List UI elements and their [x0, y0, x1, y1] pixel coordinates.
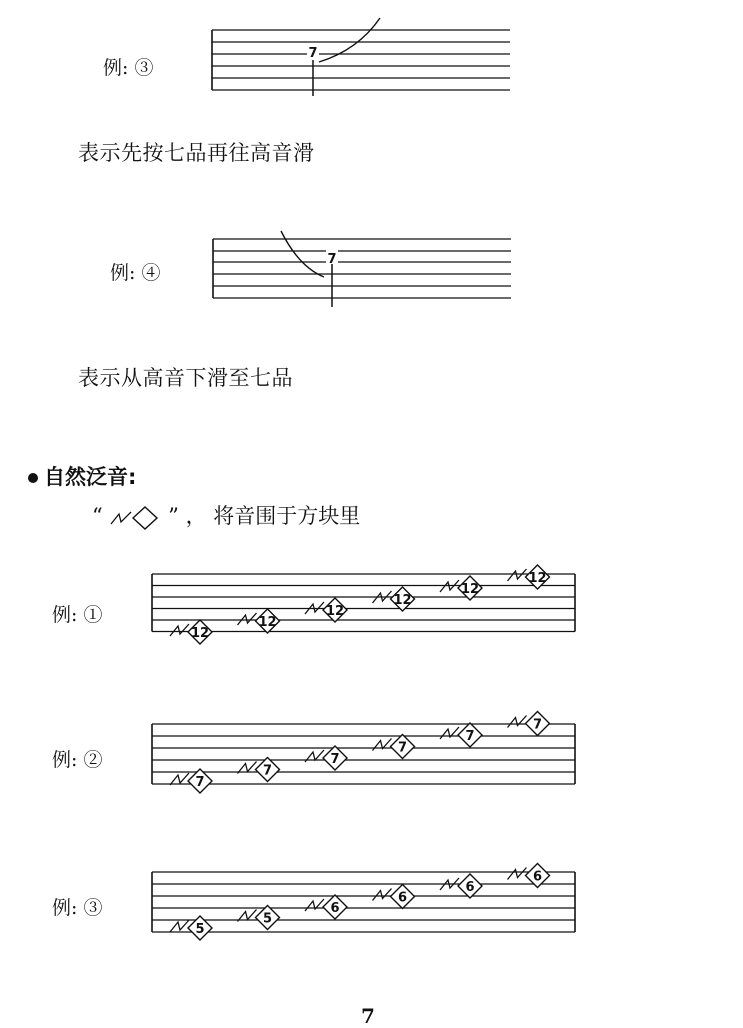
harmonic-staff-3 [150, 856, 580, 946]
slide-up-description: 表示先按七品再往高音滑 [78, 141, 315, 165]
harmonic-note [238, 758, 280, 782]
harmonic-staff-1 [150, 564, 580, 654]
close-quote: ” [168, 504, 179, 528]
harmonic-fret-number: 12 [190, 626, 210, 641]
fret-number: 7 [327, 252, 337, 267]
harmonic-note [305, 598, 347, 622]
harmonic-zigzag-icon [373, 739, 392, 751]
open-quote: “ [92, 504, 103, 528]
notation-description: ， 将音围于方块里 [185, 504, 361, 528]
harmonic-fret-number: 12 [258, 615, 277, 630]
example-label: 例: ③ [52, 897, 103, 919]
harmonic-fret-number: 12 [528, 571, 547, 586]
harmonic-note [373, 587, 415, 611]
bullet-icon [28, 473, 38, 483]
page-number: 7 [361, 1004, 375, 1028]
harmonic-fret-number: 7 [330, 752, 340, 767]
fret-number: 7 [308, 46, 318, 61]
harmonic-zigzag-icon [508, 569, 527, 581]
harmonic-zigzag-icon [170, 773, 189, 785]
example-label: 例: ② [52, 749, 103, 771]
harmonic-fret-number: 5 [195, 922, 205, 937]
section-heading [28, 461, 136, 491]
tab-staff-slide-up [210, 22, 510, 98]
example-label: 例: ③ [103, 57, 154, 79]
harmonic-note [238, 906, 280, 930]
slide-down-description: 表示从高音下滑至七品 [78, 366, 293, 390]
slide-up-curve [319, 18, 380, 62]
harmonic-note [440, 723, 482, 747]
slide-down-curve [281, 231, 324, 277]
heading-text: 自然泛音: [44, 465, 137, 489]
harmonic-fret-number: 6 [397, 890, 408, 906]
harmonic-fret-number: 12 [393, 593, 412, 608]
harmonic-fret-number: 6 [330, 901, 340, 916]
harmonic-staff-2 [150, 706, 580, 796]
harmonic-note [238, 609, 280, 633]
example-label: 例: ④ [110, 262, 161, 284]
harmonic-fret-number: 7 [397, 740, 408, 756]
harmonic-fret-number: 6 [532, 869, 543, 885]
harmonic-symbol-icon [109, 504, 161, 532]
harmonic-fret-number: 7 [465, 729, 475, 744]
harmonic-note [440, 874, 482, 898]
harmonic-fret-number: 6 [465, 880, 475, 895]
example-label: 例: ① [52, 604, 103, 626]
harmonic-fret-number: 12 [460, 582, 480, 597]
harmonic-fret-number: 7 [195, 775, 205, 790]
harmonic-fret-number: 12 [325, 604, 345, 619]
harmonic-note [305, 746, 347, 770]
harmonic-zigzag-icon [238, 613, 257, 625]
harmonic-zigzag-icon [373, 889, 392, 901]
tab-staff-slide-down [211, 237, 511, 301]
harmonic-zigzag-icon [170, 624, 189, 636]
harmonic-fret-number: 7 [262, 763, 273, 779]
harmonic-fret-number: 5 [262, 911, 273, 927]
harmonic-zigzag-icon [170, 920, 189, 932]
harmonic-zigzag-icon [305, 899, 324, 911]
harmonic-note [373, 735, 415, 759]
harmonic-zigzag-icon [508, 716, 527, 728]
harmonic-note [305, 895, 347, 919]
harmonic-notation-line [92, 500, 360, 532]
harmonic-fret-number: 7 [532, 717, 543, 733]
harmonic-zigzag-icon [508, 868, 527, 880]
harmonic-zigzag-icon [440, 727, 459, 739]
